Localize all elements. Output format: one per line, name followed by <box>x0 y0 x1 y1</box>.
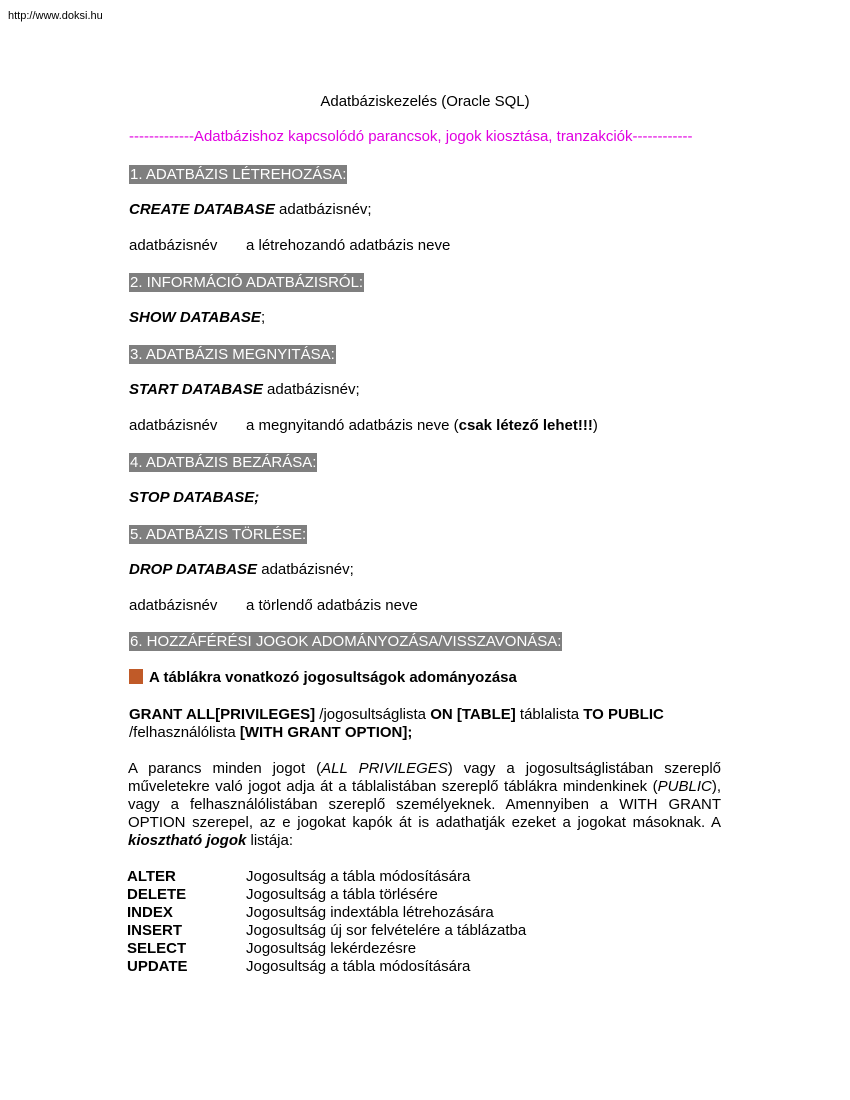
section-5-param <box>129 597 418 614</box>
section-5-heading: 5. ADATBÁZIS TÖRLÉSE: <box>130 526 307 543</box>
grant-table-list: táblalista <box>515 706 584 723</box>
right-description: Jogosultság új sor felvételére a táblázatba <box>246 922 527 939</box>
param-close: ) <box>592 417 598 434</box>
param-name: adatbázisnév <box>129 417 218 434</box>
command-keyword: DROP DATABASE <box>129 561 258 578</box>
section-1-command <box>129 201 372 218</box>
command-keyword: START DATABASE <box>129 381 263 398</box>
right-description: Jogosultság indextábla létrehozására <box>246 904 494 921</box>
rights-row <box>127 868 526 886</box>
rights-row <box>127 904 526 922</box>
grant-to-keyword: TO PUBLIC <box>583 706 664 723</box>
page-title: Adatbáziskezelés (Oracle SQL) <box>320 93 530 110</box>
command-keyword: STOP DATABASE; <box>129 489 260 506</box>
grant-on-keyword: ON [TABLE] <box>430 706 516 723</box>
paragraph-italic: PUBLIC <box>657 778 712 795</box>
param-name: adatbázisnév <box>129 237 218 254</box>
header-url: http://www.doksi.hu <box>8 10 103 22</box>
param-description: a létrehozandó adatbázis neve <box>246 237 451 254</box>
right-description: Jogosultság lekérdezésre <box>246 940 417 957</box>
section-3-param <box>129 417 598 434</box>
param-description: a megnyitandó adatbázis neve ( <box>246 417 459 434</box>
section-3-heading: 3. ADATBÁZIS MEGNYITÁSA: <box>130 346 335 363</box>
paragraph-text: listája: <box>246 832 294 849</box>
bullet-square-icon <box>129 669 143 684</box>
right-description: Jogosultság a tábla törlésére <box>246 886 438 903</box>
section-1-param <box>129 237 450 254</box>
section-4-heading: 4. ADATBÁZIS BEZÁRÁSA: <box>130 454 317 471</box>
right-name: DELETE <box>127 886 187 903</box>
param-name: adatbázisnév <box>129 597 218 614</box>
section-2-command <box>129 309 265 326</box>
section-5-command <box>129 561 354 578</box>
command-argument: ; <box>260 309 266 326</box>
grant-keyword: GRANT ALL[PRIVILEGES] <box>129 706 316 723</box>
right-description: Jogosultság a tábla módosítására <box>246 868 471 885</box>
command-argument: adatbázisnév; <box>257 561 354 578</box>
paragraph-text: ), vagy a felhasználólistában szereplő személyeknek. Amennyiben a WITH GRANT OPTION szerepel, az e jogokat kapók át is adathatják ezeket a jogokat másoknak. A <box>128 778 721 831</box>
param-description: a törlendő adatbázis neve <box>246 597 418 614</box>
param-warning: csak létező lehet!!! <box>458 417 593 434</box>
right-name: ALTER <box>127 868 176 885</box>
paragraph-text: ) vagy a jogosultságlistában szereplő műveletekre való jogot adja át a táblalistában szereplő táblákra mindenkinek ( <box>128 760 721 795</box>
subheading <box>129 669 517 686</box>
section-2-heading: 2. INFORMÁCIÓ ADATBÁZISRÓL: <box>130 274 364 291</box>
grant-syntax-line-1 <box>129 706 664 723</box>
rights-list <box>127 868 526 976</box>
paragraph-bold-italic: kiosztható jogok <box>128 832 247 849</box>
rights-row <box>127 886 526 904</box>
command-argument: adatbázisnév; <box>262 381 360 398</box>
grant-option-keyword: [WITH GRANT OPTION]; <box>239 724 413 741</box>
paragraph-text: A parancs minden jogot ( <box>128 760 322 777</box>
right-name: INSERT <box>127 922 183 939</box>
rights-row <box>127 940 526 958</box>
grant-privilege-list: /jogosultságlista <box>315 706 431 723</box>
grant-description-paragraph <box>128 760 721 850</box>
rights-row <box>127 922 526 940</box>
right-description: Jogosultság a tábla módosítására <box>246 958 471 975</box>
right-name: UPDATE <box>127 958 188 975</box>
section-6-heading: 6. HOZZÁFÉRÉSI JOGOK ADOMÁNYOZÁSA/VISSZAVONÁSA: <box>130 633 562 650</box>
rights-row <box>127 958 526 976</box>
right-name: SELECT <box>127 940 187 957</box>
section-3-command <box>129 381 360 398</box>
subheading-text: A táblákra vonatkozó jogosultságok adományozása <box>149 669 517 686</box>
command-keyword: SHOW DATABASE <box>129 309 261 326</box>
grant-syntax-line-2 <box>129 724 412 741</box>
section-divider: -------------Adatbázishoz kapcsolódó parancsok, jogok kiosztása, tranzakciók------------ <box>129 128 693 145</box>
right-name: INDEX <box>127 904 173 921</box>
section-4-command <box>129 489 259 506</box>
section-1-heading: 1. ADATBÁZIS LÉTREHOZÁSA: <box>130 166 347 183</box>
paragraph-italic: ALL PRIVILEGES <box>321 760 448 777</box>
command-keyword: CREATE DATABASE <box>129 201 275 218</box>
command-argument: adatbázisnév; <box>274 201 372 218</box>
grant-user-list: /felhasználólista <box>129 724 240 741</box>
